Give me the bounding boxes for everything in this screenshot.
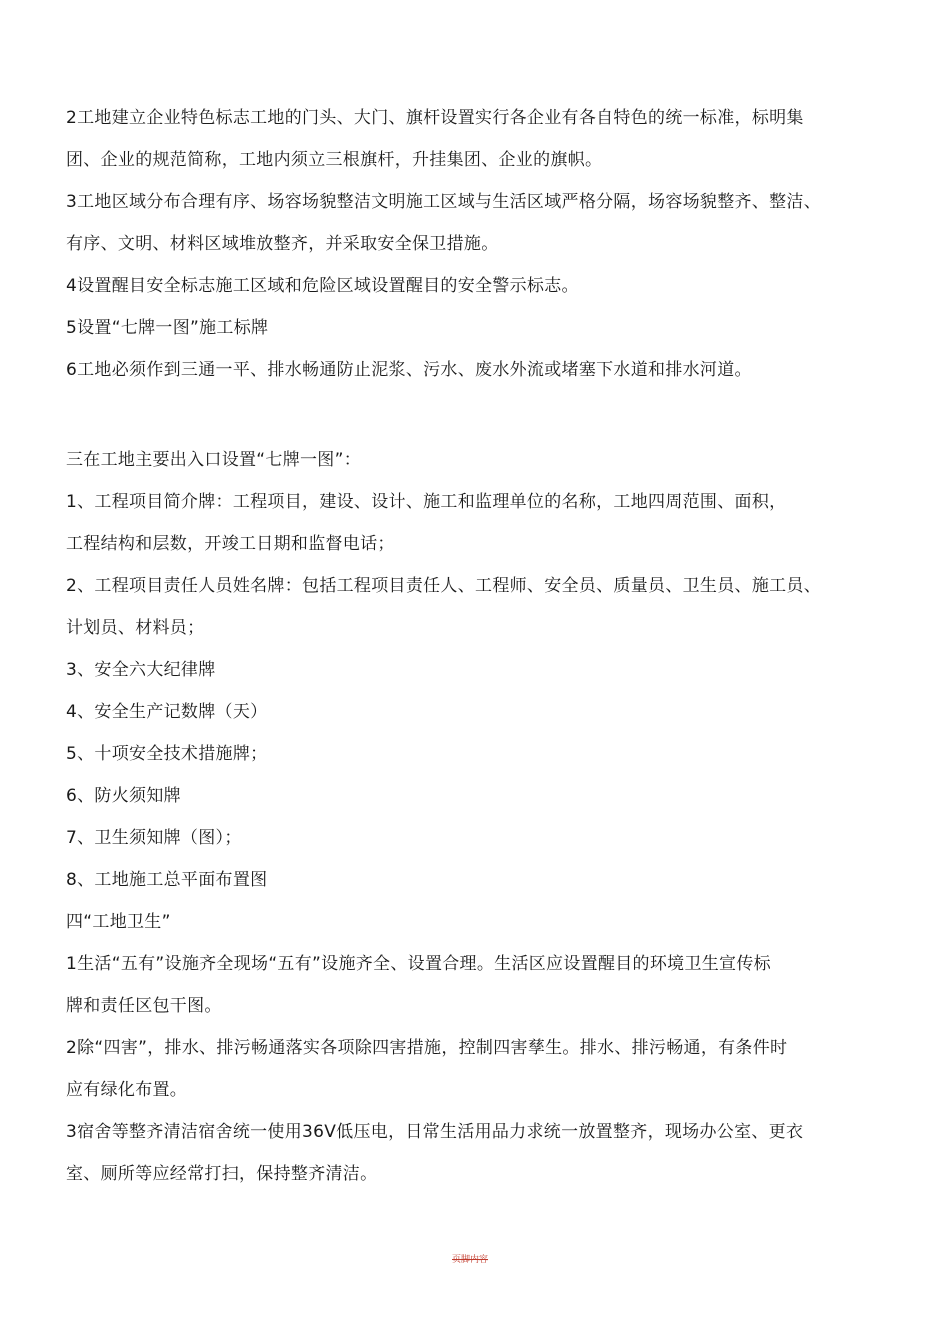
paragraph-line: 1生活“五有”设施齐全现场“五有”设施齐全、设置合理。生活区应设置醒目的环境卫生宣传标 <box>66 954 771 974</box>
paragraph-line: 5设置“七牌一图”施工标牌 <box>66 318 269 338</box>
list-item: 7、卫生须知牌（图）； <box>66 828 242 848</box>
paragraph-line: 1、工程项目简介牌：工程项目，建设、设计、施工和监理单位的名称，工地四周范围、面积， <box>66 492 787 512</box>
paragraph-line: 6工地必须作到三通一平、排水畅通防止泥浆、污水、废水外流或堵塞下水道和排水河道。 <box>66 360 752 380</box>
paragraph-line: 2除“四害”，排水、排污畅通落实各项除四害措施，控制四害孳生。排水、排污畅通，有条件时 <box>66 1038 788 1058</box>
paragraph-line: 牌和责任区包干图。 <box>66 996 222 1016</box>
list-item: 4、安全生产记数牌（天） <box>66 702 268 722</box>
list-item: 3、安全六大纪律牌 <box>66 660 216 680</box>
list-item: 5、十项安全技术措施牌； <box>66 744 268 764</box>
section-heading: 三在工地主要出入口设置“七牌一图”： <box>66 450 362 470</box>
paragraph-line: 室、厕所等应经常打扫，保持整齐清洁。 <box>66 1164 378 1184</box>
paragraph-line: 应有绿化布置。 <box>66 1080 188 1100</box>
paragraph-line: 2工地建立企业特色标志工地的门头、大门、旗杆设置实行各企业有各自特色的统一标准，标明集 <box>66 108 804 128</box>
paragraph-line: 计划员、材料员； <box>66 618 205 638</box>
list-item: 6、防火须知牌 <box>66 786 181 806</box>
paragraph-line: 工程结构和层数，开竣工日期和监督电话； <box>66 534 395 554</box>
paragraph-line: 3工地区域分布合理有序、场容场貌整洁文明施工区域与生活区域严格分隔，场容场貌整齐、整洁、 <box>66 192 822 212</box>
paragraph-line: 2、工程项目责任人员姓名牌：包括工程项目责任人、工程师、安全员、质量员、卫生员、施工员、 <box>66 576 822 596</box>
section-heading: 四“工地卫生” <box>66 912 171 932</box>
paragraph-line: 有序、文明、材料区域堆放整齐，并采取安全保卫措施。 <box>66 234 499 254</box>
paragraph-line: 团、企业的规范简称，工地内须立三根旗杆，升挂集团、企业的旗帜。 <box>66 150 603 170</box>
list-item: 8、工地施工总平面布置图 <box>66 870 268 890</box>
paragraph-line: 4设置醒目安全标志施工区域和危险区域设置醒目的安全警示标志。 <box>66 276 579 296</box>
page-footer: 页脚内容 <box>452 1255 489 1265</box>
paragraph-line: 3宿舍等整齐清洁宿舍统一使用36V低压电，日常生活用品力求统一放置整齐，现场办公室、更衣 <box>66 1122 804 1142</box>
